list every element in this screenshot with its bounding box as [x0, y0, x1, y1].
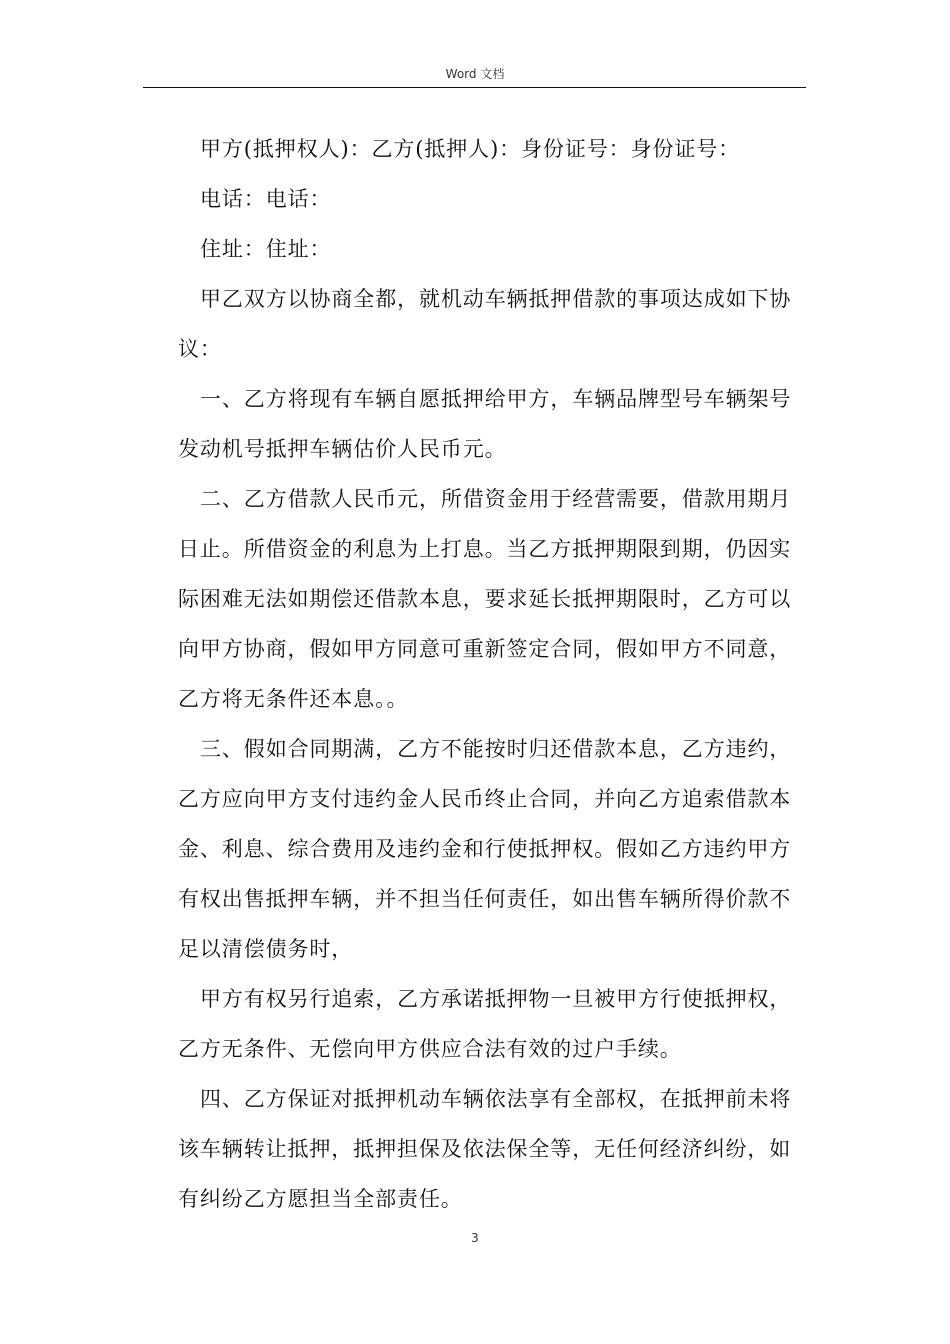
document-body [178, 124, 802, 1224]
paragraph-clause-1: 一、乙方将现有车辆自愿抵押给甲方，车辆品牌型号车辆架号发动机号抵押车辆估价人民币元。 [178, 387, 792, 461]
paragraph-clause-2: 二、乙方借款人民币元，所借资金用于经营需要，借款用期月日止。所借资金的利息为上打息。当乙方抵押期限到期，仍因实际困难无法如期偿还借款本息，要求延长抵押期限时，乙方可以向甲方协商，假如甲方同意可重新签定合同，假如甲方不同意，乙方将无条件还本息。。 [178, 487, 792, 711]
page-number: 3 [471, 1231, 479, 1245]
paragraph-clause-3-continued: 甲方有权另行追索，乙方承诺抵押物一旦被甲方行使抵押权，乙方无条件、无偿向甲方供应合法有效的过户手续。 [178, 987, 792, 1061]
paragraph-address: 住址：住址： [200, 237, 332, 261]
paragraph-clause-3: 三、假如合同期满，乙方不能按时归还借款本息，乙方违约，乙方应向甲方支付违约金人民币终止合同，并向乙方追索借款本金、利息、综合费用及违约金和行使抵押权。假如乙方违约甲方有权出售抵押车辆，并不担当任何责任，如出售车辆所得价款不足以清偿债务时， [178, 737, 792, 961]
header-divider [143, 87, 806, 88]
paragraph-phone: 电话：电话： [200, 187, 332, 211]
paragraph-clause-4: 四、乙方保证对抵押机动车辆依法享有全部权，在抵押前未将该车辆转让抵押，抵押担保及依法保全等，无任何经济纠纷，如有纠纷乙方愿担当全部责任。 [178, 1087, 792, 1211]
page-header-title: Word 文档 [445, 67, 505, 81]
paragraph-parties: 甲方(抵押权人)：乙方(抵押人)：身份证号：身份证号： [200, 137, 741, 161]
paragraph-agreement-intro: 甲乙双方以协商全都，就机动车辆抵押借款的事项达成如下协议： [178, 287, 792, 361]
